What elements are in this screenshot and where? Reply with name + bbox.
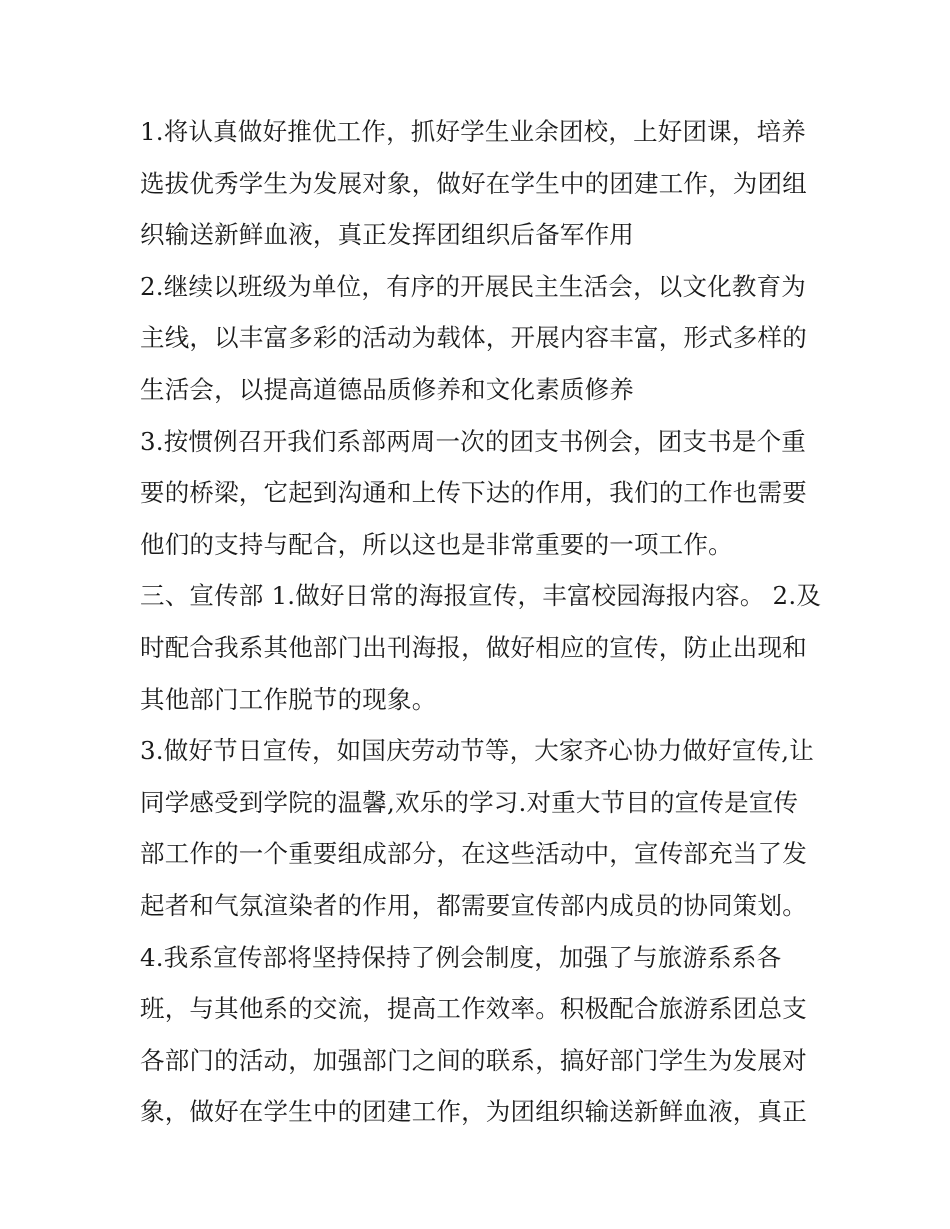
text-line: 4.我系宣传部将坚持保持了例会制度，加强了与旅游系系各: [140, 942, 782, 972]
text-line: 部工作的一个重要组成部分，在这些活动中，宣传部充当了发: [140, 839, 807, 869]
text-line: 其他部门工作脱节的现象。: [140, 684, 437, 714]
text-line: 主线，以丰富多彩的活动为载体，开展内容丰富，形式多样的: [140, 323, 807, 353]
text-line: 起者和气氛渲染者的作用，都需要宣传部内成员的协同策划。: [140, 890, 807, 920]
text-line: 3.做好节日宣传，如国庆劳动节等，大家齐心协力做好宣传,让: [140, 736, 814, 766]
text-line: 三、宣传部 1.做好日常的海报宣传，丰富校园海报内容。 2.及: [140, 581, 822, 611]
text-line: 要的桥梁，它起到沟通和上传下达的作用，我们的工作也需要: [140, 478, 807, 508]
text-line: 2.继续以班级为单位，有序的开展民主生活会，以文化教育为: [140, 271, 806, 301]
text-line: 他们的支持与配合，所以这也是非常重要的一项工作。: [140, 529, 733, 559]
document-body: [140, 106, 820, 1138]
text-line: 各部门的活动，加强部门之间的联系，搞好部门学生为发展对: [140, 1045, 807, 1075]
text-line: 生活会，以提高道德品质修养和文化素质修养: [140, 374, 634, 404]
text-line: 班，与其他系的交流，提高工作效率。积极配合旅游系团总支: [140, 994, 807, 1024]
text-line: 同学感受到学院的温馨,欢乐的学习.对重大节目的宣传是宣传: [140, 787, 799, 817]
text-line: 织输送新鲜血液，真正发挥团组织后备军作用: [140, 220, 634, 250]
text-line: 3.按惯例召开我们系部两周一次的团支书例会，团支书是个重: [140, 426, 806, 456]
text-line: 象，做好在学生中的团建工作，为团组织输送新鲜血液，真正: [140, 1097, 807, 1127]
text-line: 时配合我系其他部门出刊海报，做好相应的宣传，防止出现和: [140, 632, 807, 662]
text-line: 选拔优秀学生为发展对象，做好在学生中的团建工作，为团组: [140, 168, 807, 198]
text-line: 1.将认真做好推优工作，抓好学生业余团校，上好团课，培养: [140, 117, 806, 146]
